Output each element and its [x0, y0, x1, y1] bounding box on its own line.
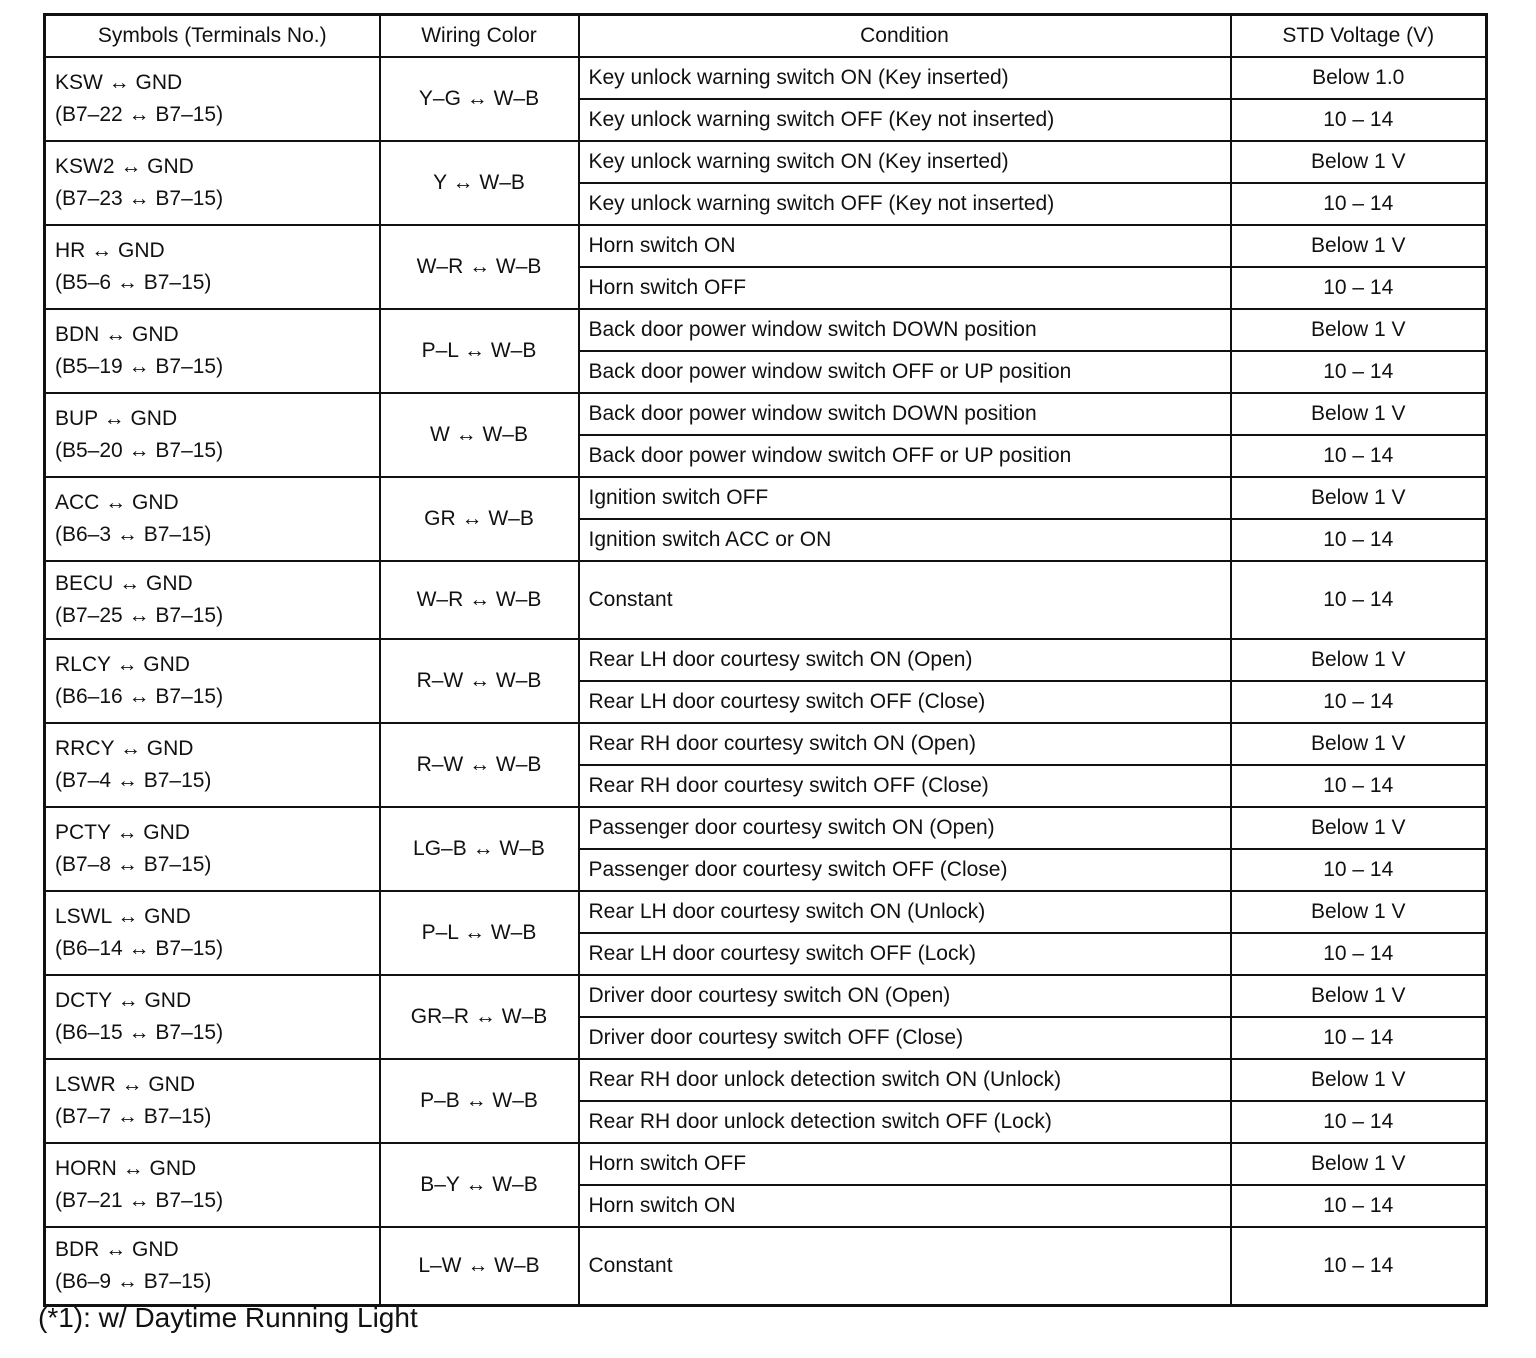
table-row: [45, 225, 1487, 267]
terminal-numbers: (B5–19 ↔ B7–15): [55, 355, 224, 378]
terminal-numbers: (B7–4 ↔ B7–15): [55, 769, 212, 792]
header-row: [45, 15, 1487, 58]
symbol-name: PCTY ↔ GND: [55, 820, 190, 844]
condition-cell: Ignition switch OFF: [579, 477, 1231, 519]
voltage-cell: 10 – 14: [1231, 519, 1487, 561]
wiring-color-cell: W ↔ W–B: [380, 393, 579, 477]
table-row: [45, 309, 1487, 351]
condition-cell: Driver door courtesy switch ON (Open): [579, 975, 1231, 1017]
table-row: [45, 1227, 1487, 1305]
symbol-cell: [45, 891, 380, 975]
symbol-cell: [45, 561, 380, 639]
condition-cell: Passenger door courtesy switch OFF (Close): [579, 849, 1231, 891]
symbol-name: BUP ↔ GND: [55, 406, 178, 430]
wiring-color-cell: R–W ↔ W–B: [380, 723, 579, 807]
condition-cell: Rear LH door courtesy switch ON (Unlock): [579, 891, 1231, 933]
voltage-cell: Below 1 V: [1231, 639, 1487, 681]
wiring-color-cell: W–R ↔ W–B: [380, 561, 579, 639]
terminal-voltage-table: [43, 13, 1488, 1307]
condition-cell: Rear RH door unlock detection switch OFF (Lock): [579, 1101, 1231, 1143]
voltage-cell: Below 1 V: [1231, 477, 1487, 519]
voltage-cell: 10 – 14: [1231, 183, 1487, 225]
voltage-cell: Below 1 V: [1231, 975, 1487, 1017]
terminal-numbers: (B6–15 ↔ B7–15): [55, 1021, 224, 1044]
condition-cell: Rear LH door courtesy switch OFF (Close): [579, 681, 1231, 723]
condition-cell: Horn switch ON: [579, 1185, 1231, 1227]
wiring-color-cell: GR ↔ W–B: [380, 477, 579, 561]
wiring-color-cell: LG–B ↔ W–B: [380, 807, 579, 891]
wiring-color-cell: Y–G ↔ W–B: [380, 57, 579, 141]
voltage-cell: Below 1 V: [1231, 141, 1487, 183]
terminal-numbers: (B7–8 ↔ B7–15): [55, 853, 212, 876]
terminal-numbers: (B6–3 ↔ B7–15): [55, 523, 212, 546]
symbol-name: ACC ↔ GND: [55, 490, 179, 514]
header-wiring-color: Wiring Color: [380, 15, 579, 58]
table-row: [45, 723, 1487, 765]
condition-cell: Rear LH door courtesy switch ON (Open): [579, 639, 1231, 681]
symbol-name: LSWR ↔ GND: [55, 1072, 196, 1096]
symbol-name: HORN ↔ GND: [55, 1156, 197, 1180]
symbol-cell: [45, 723, 380, 807]
symbol-name: DCTY ↔ GND: [55, 988, 192, 1012]
voltage-cell: Below 1 V: [1231, 1059, 1487, 1101]
voltage-cell: 10 – 14: [1231, 681, 1487, 723]
voltage-cell: 10 – 14: [1231, 849, 1487, 891]
wiring-color-cell: P–L ↔ W–B: [380, 309, 579, 393]
voltage-cell: 10 – 14: [1231, 933, 1487, 975]
condition-cell: Rear RH door unlock detection switch ON (Unlock): [579, 1059, 1231, 1101]
voltage-cell: 10 – 14: [1231, 351, 1487, 393]
symbol-cell: [45, 477, 380, 561]
terminal-numbers: (B6–16 ↔ B7–15): [55, 685, 224, 708]
table-row: [45, 1059, 1487, 1101]
table-row: [45, 561, 1487, 639]
symbol-name: HR ↔ GND: [55, 238, 165, 262]
condition-cell: Horn switch OFF: [579, 1143, 1231, 1185]
symbol-cell: [45, 1059, 380, 1143]
terminal-numbers: (B7–25 ↔ B7–15): [55, 604, 224, 627]
symbol-cell: [45, 141, 380, 225]
condition-cell: Constant: [579, 1227, 1231, 1305]
symbol-cell: [45, 975, 380, 1059]
condition-cell: Key unlock warning switch ON (Key inserted): [579, 57, 1231, 99]
terminal-numbers: (B7–21 ↔ B7–15): [55, 1189, 224, 1212]
terminal-numbers: (B7–23 ↔ B7–15): [55, 187, 224, 210]
condition-cell: Rear RH door courtesy switch OFF (Close): [579, 765, 1231, 807]
symbol-name: KSW2 ↔ GND: [55, 154, 194, 178]
condition-cell: Constant: [579, 561, 1231, 639]
voltage-cell: 10 – 14: [1231, 435, 1487, 477]
voltage-cell: Below 1 V: [1231, 225, 1487, 267]
voltage-cell: 10 – 14: [1231, 765, 1487, 807]
terminal-numbers: (B5–20 ↔ B7–15): [55, 439, 224, 462]
symbol-cell: [45, 639, 380, 723]
footnote: (*1): w/ Daytime Running Light: [38, 1302, 418, 1333]
symbol-cell: [45, 393, 380, 477]
condition-cell: Key unlock warning switch ON (Key inserted): [579, 141, 1231, 183]
table-row: [45, 891, 1487, 933]
voltage-cell: Below 1 V: [1231, 309, 1487, 351]
condition-cell: Ignition switch ACC or ON: [579, 519, 1231, 561]
symbol-name: BECU ↔ GND: [55, 571, 193, 595]
voltage-cell: Below 1 V: [1231, 723, 1487, 765]
voltage-cell: 10 – 14: [1231, 267, 1487, 309]
condition-cell: Driver door courtesy switch OFF (Close): [579, 1017, 1231, 1059]
voltage-cell: 10 – 14: [1231, 99, 1487, 141]
symbol-name: LSWL ↔ GND: [55, 904, 191, 928]
wiring-color-cell: P–B ↔ W–B: [380, 1059, 579, 1143]
wiring-color-cell: GR–R ↔ W–B: [380, 975, 579, 1059]
wiring-color-cell: R–W ↔ W–B: [380, 639, 579, 723]
symbol-name: BDR ↔ GND: [55, 1237, 179, 1261]
wiring-color-cell: Y ↔ W–B: [380, 141, 579, 225]
terminal-numbers: (B6–9 ↔ B7–15): [55, 1269, 212, 1293]
voltage-cell: 10 – 14: [1231, 561, 1487, 639]
table-row: [45, 393, 1487, 435]
symbol-name: RLCY ↔ GND: [55, 652, 190, 676]
table-row: [45, 807, 1487, 849]
condition-cell: Back door power window switch DOWN position: [579, 393, 1231, 435]
wiring-color-cell: L–W ↔ W–B: [380, 1227, 579, 1305]
terminal-numbers: (B7–7 ↔ B7–15): [55, 1105, 212, 1128]
wiring-color-cell: P–L ↔ W–B: [380, 891, 579, 975]
header-std-voltage: STD Voltage (V): [1231, 15, 1487, 58]
table-body: [45, 57, 1487, 1305]
voltage-cell: Below 1.0: [1231, 57, 1487, 99]
terminal-numbers: (B6–14 ↔ B7–15): [55, 937, 224, 960]
condition-cell: Key unlock warning switch OFF (Key not inserted): [579, 99, 1231, 141]
symbol-cell: [45, 1143, 380, 1227]
voltage-cell: Below 1 V: [1231, 807, 1487, 849]
table-row: [45, 477, 1487, 519]
table-row: [45, 57, 1487, 99]
symbol-cell: [45, 309, 380, 393]
terminal-numbers: (B7–22 ↔ B7–15): [55, 103, 224, 126]
symbol-cell: [45, 57, 380, 141]
header-condition: Condition: [579, 15, 1231, 58]
table-row: [45, 975, 1487, 1017]
condition-cell: Back door power window switch OFF or UP position: [579, 351, 1231, 393]
condition-cell: Horn switch OFF: [579, 267, 1231, 309]
condition-cell: Passenger door courtesy switch ON (Open): [579, 807, 1231, 849]
condition-cell: Rear LH door courtesy switch OFF (Lock): [579, 933, 1231, 975]
table-row: [45, 639, 1487, 681]
voltage-cell: 10 – 14: [1231, 1185, 1487, 1227]
symbol-name: KSW ↔ GND: [55, 70, 183, 94]
condition-cell: Rear RH door courtesy switch ON (Open): [579, 723, 1231, 765]
condition-cell: Horn switch ON: [579, 225, 1231, 267]
terminal-numbers: (B5–6 ↔ B7–15): [55, 271, 212, 294]
table-row: [45, 1143, 1487, 1185]
condition-cell: Back door power window switch OFF or UP position: [579, 435, 1231, 477]
wiring-color-cell: B–Y ↔ W–B: [380, 1143, 579, 1227]
voltage-cell: 10 – 14: [1231, 1101, 1487, 1143]
header-symbols: Symbols (Terminals No.): [45, 15, 380, 58]
symbol-cell: [45, 1227, 380, 1305]
symbol-name: RRCY ↔ GND: [55, 736, 194, 760]
voltage-cell: Below 1 V: [1231, 1143, 1487, 1185]
table-row: [45, 141, 1487, 183]
condition-cell: Back door power window switch DOWN position: [579, 309, 1231, 351]
symbol-cell: [45, 225, 380, 309]
voltage-cell: Below 1 V: [1231, 393, 1487, 435]
symbol-cell: [45, 807, 380, 891]
voltage-cell: Below 1 V: [1231, 891, 1487, 933]
condition-cell: Key unlock warning switch OFF (Key not inserted): [579, 183, 1231, 225]
symbol-name: BDN ↔ GND: [55, 322, 179, 346]
voltage-cell: 10 – 14: [1231, 1017, 1487, 1059]
voltage-cell: 10 – 14: [1231, 1227, 1487, 1305]
wiring-color-cell: W–R ↔ W–B: [380, 225, 579, 309]
